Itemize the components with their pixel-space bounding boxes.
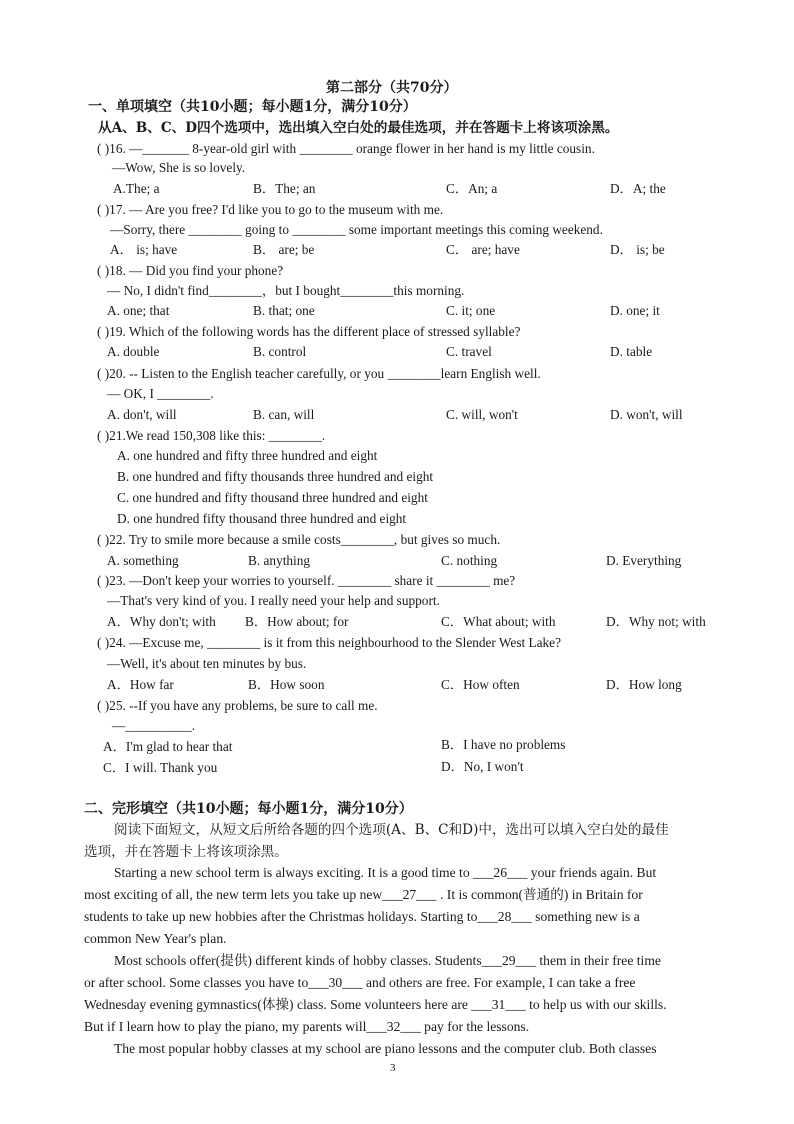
question-17-option-b: B． are; be	[253, 242, 315, 257]
passage-line-3: students to take up new hobbies after the Christmas holidays. Starting to___28___ something new is a	[84, 909, 640, 924]
question-24-option-b: B．How soon	[248, 677, 325, 692]
part-title: 第二部分（共70分）	[326, 80, 458, 96]
question-24-reply: —Well, it's about ten minutes by bus.	[107, 656, 307, 671]
section2-heading: 二、完形填空（共10小题；每小题1分，满分10分）	[84, 801, 413, 817]
question-19-option-a: A. double	[107, 344, 160, 359]
section1-instruction: 从A、B、C、D四个选项中，选出填入空白处的最佳选项，并在答题卡上将该项涂黑。	[98, 120, 619, 136]
question-20-reply: — OK, I ________.	[107, 386, 214, 401]
section1-heading: 一、单项填空（共10小题；每小题1分，满分10分）	[88, 99, 417, 115]
passage-line-7: Wednesday evening gymnastics(体操) class. Some volunteers here are ___31___ to help us with our skills.	[84, 997, 667, 1012]
question-23-option-a: A．Why don't; with	[107, 614, 216, 629]
passage-line-1: Starting a new school term is always exciting. It is a good time to ___26___ your friends again. But	[114, 865, 657, 880]
question-22-stem: ( )22. Try to smile more because a smile costs________, but gives so much.	[97, 532, 501, 547]
question-25-option-a: A．I'm glad to hear that	[103, 739, 233, 754]
question-23-stem: ( )23. —Don't keep your worries to yourself. ________ share it ________ me?	[97, 573, 516, 588]
question-23-option-c: C．What about; with	[441, 614, 556, 629]
passage-line-5: Most schools offer(提供) different kinds of hobby classes. Students___29___ them in their free time	[114, 953, 661, 968]
question-24-option-a: A．How far	[107, 677, 174, 692]
section2-instruction-line-2: 选项，并在答题卡上将该项涂黑。	[84, 844, 288, 860]
question-21-option-d: D. one hundred fifty thousand three hundred and eight	[117, 511, 407, 526]
page-number: 3	[390, 1062, 396, 1074]
question-24-option-c: C．How often	[441, 677, 520, 692]
section2-instruction-line-1: 阅读下面短文，从短文后所给各题的四个选项(A、B、C和D)中，选出可以填入空白处的最佳	[114, 822, 669, 838]
question-20-option-c: C. will, won't	[446, 407, 518, 422]
question-20-option-a: A. don't, will	[107, 407, 177, 422]
question-17-reply: —Sorry, there ________ going to ________ some important meetings this coming weekend.	[110, 222, 603, 237]
passage-line-8: But if I learn how to play the piano, my parents will___32___ pay for the lessons.	[84, 1019, 530, 1034]
question-18-option-b: B. that; one	[253, 303, 315, 318]
passage-line-2: most exciting of all, the new term lets you take up new___27___ . It is common(普通的) in Britain for	[84, 887, 643, 902]
question-16-option-d: D．A; the	[610, 181, 666, 196]
question-16-stem: ( )16. —_______ 8-year-old girl with ________ orange flower in her hand is my little cousin.	[97, 141, 595, 156]
question-25-reply: —__________.	[112, 718, 196, 733]
question-22-option-b: B. anything	[248, 553, 311, 568]
question-18-reply: — No, I didn't find________，but I bought________this morning.	[107, 283, 465, 298]
question-19-option-d: D. table	[610, 344, 653, 359]
question-24-stem: ( )24. —Excuse me, ________ is it from this neighbourhood to the Slender West Lake?	[97, 635, 561, 650]
question-19-stem: ( )19. Which of the following words has the different place of stressed syllable?	[97, 324, 521, 339]
question-19-option-b: B. control	[253, 344, 307, 359]
question-22-option-d: D. Everything	[606, 553, 682, 568]
question-18-stem: ( )18. — Did you find your phone?	[97, 263, 284, 278]
question-20-option-d: D. won't, will	[610, 407, 683, 422]
question-17-option-a: A． is; have	[110, 242, 178, 257]
question-21-stem: ( )21.We read 150,308 like this: ________.	[97, 428, 326, 443]
question-25-stem: ( )25. --If you have any problems, be sure to call me.	[97, 698, 378, 713]
question-18-option-c: C. it; one	[446, 303, 496, 318]
question-25-option-d: D．No, I won't	[441, 759, 524, 774]
question-24-option-d: D．How long	[606, 677, 682, 692]
passage-line-9: The most popular hobby classes at my school are piano lessons and the computer club. Both classes	[114, 1041, 657, 1056]
question-17-option-d: D． is; be	[610, 242, 665, 257]
question-20-stem: ( )20. -- Listen to the English teacher carefully, or you ________learn English well.	[97, 366, 541, 381]
question-16-option-b: B．The; an	[253, 181, 316, 196]
question-17-option-c: C． are; have	[446, 242, 520, 257]
question-18-option-a: A. one; that	[107, 303, 170, 318]
question-25-option-c: C．I will. Thank you	[103, 760, 218, 775]
question-22-option-a: A. something	[107, 553, 179, 568]
question-21-option-a: A. one hundred and fifty three hundred and eight	[117, 448, 378, 463]
question-16-option-c: C．An; a	[446, 181, 498, 196]
question-22-option-c: C. nothing	[441, 553, 498, 568]
passage-line-4: common New Year's plan.	[84, 931, 227, 946]
question-21-option-c: C. one hundred and fifty thousand three hundred and eight	[117, 490, 428, 505]
question-25-option-b: B．I have no problems	[441, 737, 566, 752]
question-16-option-a: A.The; a	[113, 181, 160, 196]
question-19-option-c: C. travel	[446, 344, 492, 359]
question-18-option-d: D. one; it	[610, 303, 660, 318]
question-16-reply: —Wow, She is so lovely.	[112, 160, 246, 175]
question-23-option-d: D．Why not; with	[606, 614, 706, 629]
question-20-option-b: B. can, will	[253, 407, 315, 422]
question-17-stem: ( )17. — Are you free? I'd like you to go to the museum with me.	[97, 202, 444, 217]
question-21-option-b: B. one hundred and fifty thousands three hundred and eight	[117, 469, 434, 484]
question-23-option-b: B．How about; for	[245, 614, 349, 629]
question-23-reply: —That's very kind of you. I really need your help and support.	[107, 593, 440, 608]
passage-line-6: or after school. Some classes you have to___30___ and others are free. For example, I can take a free	[84, 975, 636, 990]
